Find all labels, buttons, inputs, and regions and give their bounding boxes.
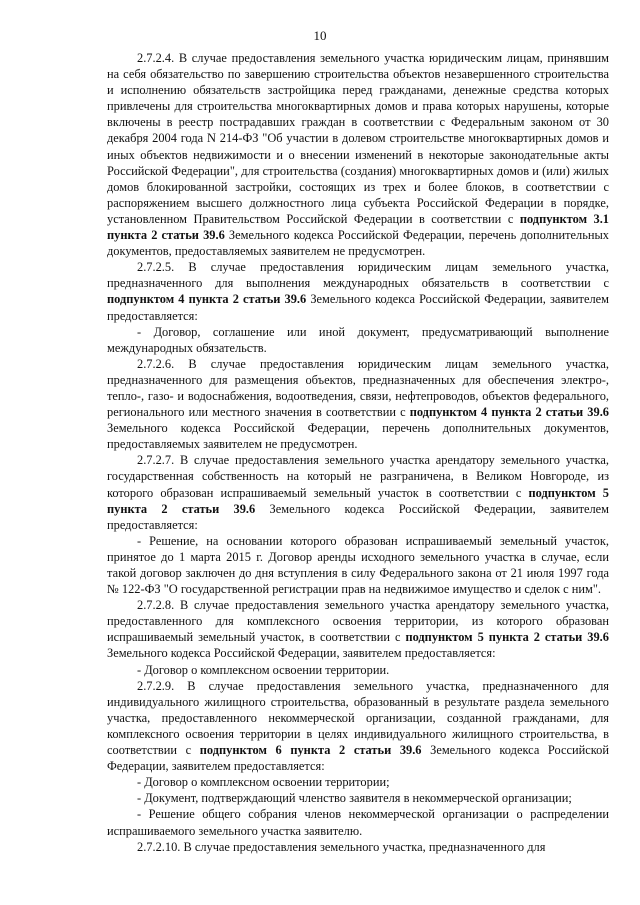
paragraph-p2 xyxy=(107,259,609,323)
paragraph-p6 xyxy=(107,533,609,597)
paragraph-text: Земельного кодекса Российской Федерации, перечень дополнительных документов, предоставляемых заявителем не предусмотрен. xyxy=(107,421,609,452)
paragraph-p7 xyxy=(107,597,609,661)
document-body xyxy=(107,50,609,855)
page-number: 10 xyxy=(313,28,327,43)
paragraph-text: 2.7.2.8. В случае предоставления земельного участка арендатору земельного участка, предоставленного для комплексного освоения территории, из которого образован испрашиваемый земельный участок, в соответствии с xyxy=(107,598,609,645)
legal-reference: подпунктом 6 пункта 2 статьи 39.6 xyxy=(199,743,422,758)
paragraph-text: - Решение, на основании которого образован испрашиваемый земельный участок, принятое до 1 марта 2015 г. Договор аренды исходного земельного участка в случае, если такой договор заключен до дня вступления в силу Федерального закона от 21 июля 1997 года № 122-ФЗ "О государственной регистрации прав на недвижимое имущество и сделок с ним". xyxy=(107,533,609,597)
paragraph-p13 xyxy=(107,839,609,855)
paragraph-p10 xyxy=(107,774,609,790)
paragraph-text: Земельного кодекса Российской Федерации, заявителем предоставляется: xyxy=(107,501,610,532)
paragraph-p12 xyxy=(107,806,609,838)
paragraph-text: 2.7.2.7. В случае предоставления земельного участка арендатору земельного участка, государственная собственность на который не разграничена, в Великом Новгороде, из которого образован испрашиваемый земельный участок в соответствии с xyxy=(107,453,609,500)
paragraph-text: 2.7.2.10. В случае предоставления земельного участка, предназначенного для xyxy=(137,839,546,854)
paragraph-text: 2.7.2.5. В случае предоставления юридическим лицам земельного участка, предназначенного для выполнения международных обязательств в соответствии с xyxy=(107,260,609,291)
legal-reference: подпунктом 3.1 пункта 2 статьи 39.6 xyxy=(107,211,609,243)
paragraph-p3 xyxy=(107,324,609,356)
legal-reference: подпунктом 4 пункта 2 статьи 39.6 xyxy=(409,405,609,420)
paragraph-p11 xyxy=(107,790,609,806)
paragraph-p9 xyxy=(107,678,609,775)
paragraph-text: - Решение общего собрания членов некоммерческой организации о распределении испрашиваемого земельного участка заявителю. xyxy=(107,807,609,838)
paragraph-text: - Договор о комплексном освоении территории; xyxy=(137,775,390,790)
paragraph-p4 xyxy=(107,356,609,453)
legal-reference: подпунктом 4 пункта 2 статьи 39.6 xyxy=(107,292,307,307)
paragraph-p8 xyxy=(107,662,609,678)
paragraph-text: 2.7.2.6. В случае предоставления юридическим лицам земельного участка, предназначенного для размещения объектов, предназначенных для обеспечения электро-, тепло-, газо- и водоснабжения, водоотведения, связи, нефтепроводов, объектов федерального, регионального или местного значения в соответствии с xyxy=(107,356,609,420)
legal-reference: подпунктом 5 пункта 2 статьи 39.6 xyxy=(107,485,609,516)
paragraph-text: - Договор, соглашение или иной документ, предусматривающий выполнение международных обязательств. xyxy=(107,324,609,355)
legal-reference: подпунктом 5 пункта 2 статьи 39.6 xyxy=(405,630,609,645)
paragraph-text: Земельного кодекса Российской Федерации, заявителем предоставляется: xyxy=(107,646,496,661)
paragraph-text: - Договор о комплексном освоении территории. xyxy=(137,662,390,677)
paragraph-text: Земельного кодекса Российской Федерации, заявителем предоставляется: xyxy=(107,292,609,323)
paragraph-text: 2.7.2.4. В случае предоставления земельного участка юридическим лицам, принявшим на себя обязательство по завершению строительства объектов незавершенного строительства и исполнению обязательств застройщика перед гражданами, денежные средства которых привлечены для строительства многоквартирных домов и права которых нарушены, которые включены в реестр пострадавших граждан в соответствии с Федеральным законом от 30 декабря 2004 года N 214-ФЗ "Об участии в долевом строительстве многоквартирных домов и иных объектов недвижимости и о внесении изменений в некоторые законодательные акты Российской Федерации", для строительства (создания) многоквартирных домов и (или) жилых домов блокированной застройки, состоящих из трех и более блоков, в соответствии с распоряжением высшего должностного лица субъекта Российской Федерации в порядке, установленном Правительством Российской Федерации в соответствии с xyxy=(107,51,609,226)
paragraph-text: Земельного кодекса Российской Федерации, заявителем предоставляется: xyxy=(107,743,609,774)
paragraph-text: 2.7.2.9. В случае предоставления земельного участка, предназначенного для индивидуального жилищного строительства, образованный в результате раздела земельного участка, предоставленного некоммерческой организации, созданной гражданами, для комплексного освоения территории в целях индивидуального жилищного строительства, в соответствии с xyxy=(107,678,609,758)
paragraph-text: Земельного кодекса Российской Федерации, перечень дополнительных документов, предоставляемых заявителем не предусмотрен. xyxy=(107,228,609,259)
paragraph-text: - Документ, подтверждающий членство заявителя в некоммерческой организации; xyxy=(137,791,572,806)
paragraph-p1 xyxy=(107,50,609,259)
paragraph-p5 xyxy=(107,452,609,532)
